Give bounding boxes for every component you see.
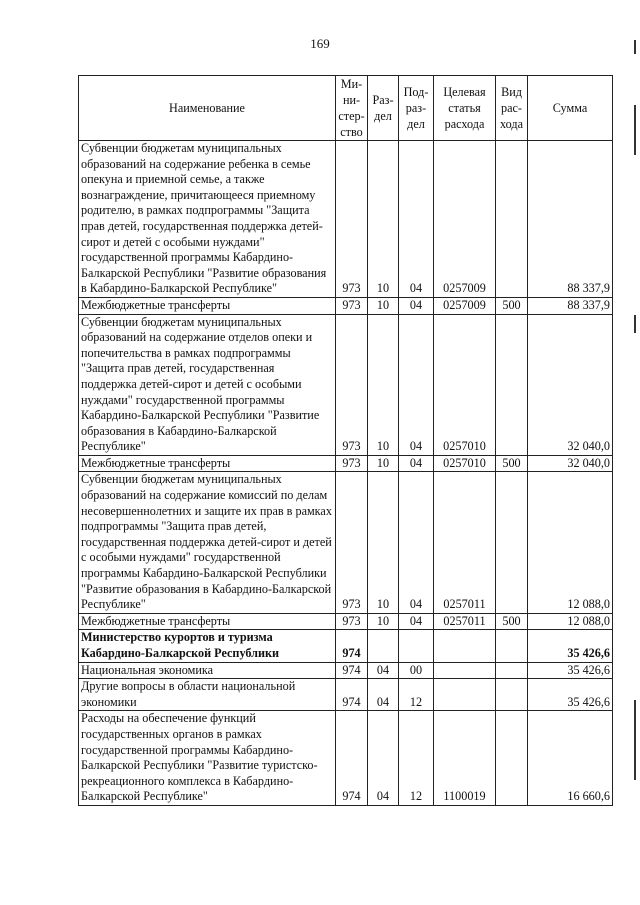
scan-edge-mark xyxy=(634,315,636,333)
header-section: Раз-дел xyxy=(368,76,399,141)
cell-target: 0257011 xyxy=(434,472,496,613)
cell-target: 0257011 xyxy=(434,613,496,630)
cell-ministry: 973 xyxy=(336,472,368,613)
cell-ministry: 973 xyxy=(336,141,368,298)
cell-amount: 12 088,0 xyxy=(528,472,613,613)
cell-type xyxy=(496,630,528,662)
cell-ministry: 974 xyxy=(336,711,368,806)
cell-type: 500 xyxy=(496,455,528,472)
cell-section: 10 xyxy=(368,455,399,472)
cell-amount: 35 426,6 xyxy=(528,630,613,662)
cell-target: 0257010 xyxy=(434,455,496,472)
cell-subsection: 04 xyxy=(399,613,434,630)
cell-target: 0257009 xyxy=(434,141,496,298)
header-ministry: Ми-ни-стер-ство xyxy=(336,76,368,141)
cell-name: Субвенции бюджетам муниципальных образований на содержание отделов опеки и попечительства в рамках подпрограммы "Защита прав детей, государственная поддержка детей-сирот и детей с особыми нуждами" государственной программы Кабардино-Балкарской Республики "Развитие образования в Кабардино-Балкарской Республике" xyxy=(79,314,336,455)
cell-ministry: 973 xyxy=(336,314,368,455)
cell-subsection: 12 xyxy=(399,679,434,711)
cell-target: 1100019 xyxy=(434,711,496,806)
table-row xyxy=(79,711,613,806)
page-number: 169 xyxy=(310,36,330,51)
cell-name: Расходы на обеспечение функций государственных органов в рамках государственной программы Кабардино-Балкарской Республики "Развитие туристско-рекреационного комплекса в Кабардино-Балкарской Республике" xyxy=(79,711,336,806)
table-row xyxy=(79,613,613,630)
table-row xyxy=(79,679,613,711)
table-row xyxy=(79,472,613,613)
scan-edge-mark xyxy=(634,105,636,155)
cell-target xyxy=(434,630,496,662)
cell-section: 04 xyxy=(368,679,399,711)
cell-name: Межбюджетные трансферты xyxy=(79,613,336,630)
cell-type: 500 xyxy=(496,613,528,630)
cell-amount: 32 040,0 xyxy=(528,455,613,472)
cell-section xyxy=(368,630,399,662)
cell-type xyxy=(496,314,528,455)
cell-name: Субвенции бюджетам муниципальных образований на содержание комиссий по делам несовершеннолетних и защите их прав в рамках подпрограммы "Защита прав детей, государственная поддержка детей-сирот и детей с особыми нуждами" государственной программы Кабардино-Балкарской Республики "Развитие образования в Кабардино-Балкарской Республике" xyxy=(79,472,336,613)
cell-target xyxy=(434,662,496,679)
cell-ministry: 974 xyxy=(336,679,368,711)
header-subsection: Под-раз-дел xyxy=(399,76,434,141)
cell-name: Межбюджетные трансферты xyxy=(79,455,336,472)
cell-name: Субвенции бюджетам муниципальных образований на содержание ребенка в семье опекуна и приемной семье, а также вознаграждение, причитающееся приемному родителю, в рамках подпрограммы "Защита прав детей, государственная поддержка детей-сирот и детей с особыми нуждами" государственной программы Кабардино-Балкарской Республики "Развитие образования в Кабардино-Балкарской Республике" xyxy=(79,141,336,298)
cell-type xyxy=(496,472,528,613)
cell-name: Национальная экономика xyxy=(79,662,336,679)
cell-ministry: 973 xyxy=(336,297,368,314)
cell-subsection: 12 xyxy=(399,711,434,806)
cell-amount: 35 426,6 xyxy=(528,679,613,711)
table-row xyxy=(79,630,613,662)
cell-type: 500 xyxy=(496,297,528,314)
cell-type xyxy=(496,662,528,679)
table-body xyxy=(79,141,613,806)
cell-amount: 88 337,9 xyxy=(528,297,613,314)
table-row xyxy=(79,455,613,472)
scan-edge-mark xyxy=(634,700,636,780)
header-type: Вид рас-хода xyxy=(496,76,528,141)
cell-type xyxy=(496,141,528,298)
cell-section: 04 xyxy=(368,662,399,679)
table-row xyxy=(79,141,613,298)
header-name: Наименование xyxy=(79,76,336,141)
cell-target: 0257009 xyxy=(434,297,496,314)
cell-ministry: 973 xyxy=(336,613,368,630)
scan-edge-mark xyxy=(634,40,636,54)
cell-subsection: 04 xyxy=(399,297,434,314)
cell-name: Другие вопросы в области национальной экономики xyxy=(79,679,336,711)
cell-subsection: 00 xyxy=(399,662,434,679)
header-target: Целевая статья расхода xyxy=(434,76,496,141)
cell-subsection: 04 xyxy=(399,141,434,298)
cell-ministry: 974 xyxy=(336,662,368,679)
cell-ministry: 973 xyxy=(336,455,368,472)
cell-name: Министерство курортов и туризма Кабардино-Балкарской Республики xyxy=(79,630,336,662)
header-amount: Сумма xyxy=(528,76,613,141)
cell-target: 0257010 xyxy=(434,314,496,455)
cell-section: 04 xyxy=(368,711,399,806)
cell-target xyxy=(434,679,496,711)
cell-name: Межбюджетные трансферты xyxy=(79,297,336,314)
cell-section: 10 xyxy=(368,472,399,613)
cell-subsection: 04 xyxy=(399,455,434,472)
cell-amount: 35 426,6 xyxy=(528,662,613,679)
cell-amount: 16 660,6 xyxy=(528,711,613,806)
cell-section: 10 xyxy=(368,297,399,314)
cell-section: 10 xyxy=(368,141,399,298)
cell-subsection xyxy=(399,630,434,662)
cell-type xyxy=(496,679,528,711)
cell-amount: 88 337,9 xyxy=(528,141,613,298)
table-row xyxy=(79,662,613,679)
cell-section: 10 xyxy=(368,314,399,455)
cell-type xyxy=(496,711,528,806)
cell-amount: 32 040,0 xyxy=(528,314,613,455)
cell-amount: 12 088,0 xyxy=(528,613,613,630)
table-row xyxy=(79,297,613,314)
cell-section: 10 xyxy=(368,613,399,630)
cell-ministry: 974 xyxy=(336,630,368,662)
cell-subsection: 04 xyxy=(399,472,434,613)
table-row xyxy=(79,314,613,455)
cell-subsection: 04 xyxy=(399,314,434,455)
budget-table xyxy=(78,75,613,806)
table-header-row xyxy=(79,76,613,141)
